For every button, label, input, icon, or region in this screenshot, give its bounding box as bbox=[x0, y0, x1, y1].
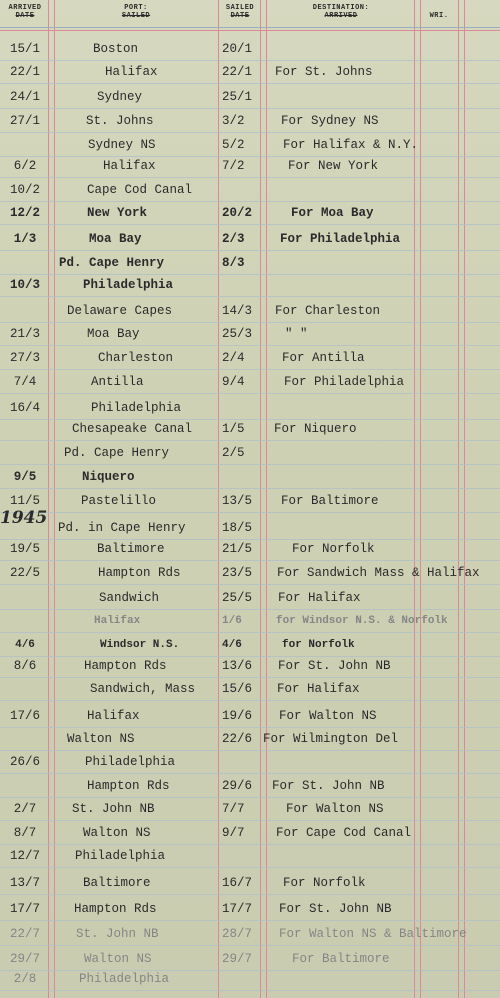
destination: For Niquero bbox=[274, 422, 357, 436]
port-name: Pastelillo bbox=[81, 494, 157, 508]
destination: For Baltimore bbox=[292, 952, 390, 966]
column-rule bbox=[218, 0, 219, 998]
sailed-date: 1/6 bbox=[222, 615, 242, 627]
destination: For Walton NS bbox=[286, 802, 384, 816]
row-rule bbox=[0, 177, 500, 178]
port-name: Pd. Cape Henry bbox=[64, 446, 170, 460]
port-name: Moa Bay bbox=[89, 232, 142, 246]
arrived-date: 17/6 bbox=[9, 709, 40, 723]
destination: For St. John NB bbox=[278, 659, 391, 673]
row-rule bbox=[0, 945, 500, 946]
sailed-date: 25/5 bbox=[222, 591, 253, 605]
port-name: Walton NS bbox=[83, 826, 151, 840]
sailed-date: 5/2 bbox=[222, 138, 245, 152]
row-rule bbox=[0, 393, 500, 394]
destination: For Walton NS bbox=[279, 709, 377, 723]
header-port: PORT: SAILED bbox=[121, 4, 151, 20]
row-rule bbox=[0, 990, 500, 991]
sailed-date: 21/5 bbox=[222, 542, 253, 556]
arrived-date: 6/2 bbox=[13, 159, 37, 173]
port-name: Philadelphia bbox=[85, 755, 176, 769]
header-wri: WRI. bbox=[429, 12, 449, 20]
port-name: Pd. Cape Henry bbox=[59, 256, 165, 270]
port-name: Hampton Rds bbox=[84, 659, 167, 673]
destination: for Norfolk bbox=[282, 639, 355, 651]
row-rule bbox=[0, 274, 500, 275]
row-rule bbox=[0, 296, 500, 297]
destination: For St. John NB bbox=[279, 902, 392, 916]
row-rule bbox=[0, 83, 500, 84]
header-arrived: ARRIVED DATE bbox=[8, 4, 42, 20]
arrived-date: 17/7 bbox=[9, 902, 40, 916]
sailed-date: 22/6 bbox=[222, 732, 253, 746]
row-rule bbox=[0, 369, 500, 370]
arrived-date: 27/1 bbox=[9, 114, 40, 128]
arrived-date: 10/2 bbox=[9, 183, 40, 197]
port-name: St. John NB bbox=[72, 802, 155, 816]
row-rule bbox=[0, 539, 500, 540]
sailed-date: 25/3 bbox=[222, 327, 253, 341]
port-name: Hampton Rds bbox=[98, 566, 181, 580]
row-rule bbox=[0, 156, 500, 157]
sailed-date: 13/6 bbox=[222, 659, 253, 673]
arrived-date: 2/7 bbox=[13, 802, 37, 816]
arrived-date: 22/5 bbox=[9, 566, 40, 580]
port-name: Baltimore bbox=[83, 876, 151, 890]
sailed-date: 19/6 bbox=[222, 709, 253, 723]
header-rule bbox=[0, 27, 500, 28]
column-rule bbox=[266, 0, 267, 998]
destination: For Antilla bbox=[282, 351, 365, 365]
row-rule bbox=[0, 656, 500, 657]
port-name: Moa Bay bbox=[87, 327, 140, 341]
port-name: St. John NB bbox=[76, 927, 159, 941]
sailed-date: 14/3 bbox=[222, 304, 253, 318]
destination: For Philadelphia bbox=[284, 375, 405, 389]
port-name: St. Johns bbox=[86, 114, 154, 128]
header-destination: DESTINATION: ARRIVED bbox=[312, 4, 370, 20]
sailed-date: 15/6 bbox=[222, 682, 253, 696]
destination: For New York bbox=[288, 159, 379, 173]
destination: For Walton NS & Baltimore bbox=[279, 927, 467, 941]
port-name: Sydney NS bbox=[88, 138, 156, 152]
row-rule bbox=[0, 920, 500, 921]
destination: For Charleston bbox=[275, 304, 381, 318]
destination: For St. Johns bbox=[275, 65, 373, 79]
destination: For Halifax bbox=[277, 682, 360, 696]
port-name: Sydney bbox=[97, 90, 143, 104]
port-name: Halifax bbox=[105, 65, 158, 79]
port-name: Walton NS bbox=[84, 952, 152, 966]
port-name: New York bbox=[87, 206, 148, 220]
arrived-date: 24/1 bbox=[9, 90, 40, 104]
arrived-date: 10/3 bbox=[9, 278, 40, 292]
row-rule bbox=[0, 867, 500, 868]
sailed-date: 2/4 bbox=[222, 351, 245, 365]
sailed-date: 25/1 bbox=[222, 90, 253, 104]
sailed-date: 7/7 bbox=[222, 802, 245, 816]
row-rule bbox=[0, 820, 500, 821]
port-name: Baltimore bbox=[97, 542, 165, 556]
arrived-date: 12/2 bbox=[9, 206, 40, 220]
destination: " " bbox=[285, 327, 308, 341]
sailed-date: 9/7 bbox=[222, 826, 245, 840]
arrived-date: 27/3 bbox=[9, 351, 40, 365]
sailed-date: 4/6 bbox=[222, 639, 242, 651]
row-rule bbox=[0, 464, 500, 465]
row-rule bbox=[0, 844, 500, 845]
arrived-date: 21/3 bbox=[9, 327, 40, 341]
column-rule bbox=[260, 0, 261, 998]
destination: for Windsor N.S. & Norfolk bbox=[276, 615, 448, 627]
destination: For Norfolk bbox=[283, 876, 366, 890]
row-rule bbox=[0, 132, 500, 133]
arrived-date: 16/4 bbox=[9, 401, 40, 415]
row-rule bbox=[0, 773, 500, 774]
row-rule bbox=[0, 60, 500, 61]
sailed-date: 7/2 bbox=[222, 159, 245, 173]
row-rule bbox=[0, 322, 500, 323]
sailed-date: 2/5 bbox=[222, 446, 245, 460]
sailed-date: 29/7 bbox=[222, 952, 253, 966]
destination: For Philadelphia bbox=[280, 232, 401, 246]
arrived-date: 1/3 bbox=[13, 232, 37, 246]
port-name: Windsor N.S. bbox=[100, 639, 180, 651]
column-rule bbox=[48, 0, 49, 998]
destination: For Moa Bay bbox=[291, 206, 374, 220]
port-name: Walton NS bbox=[67, 732, 135, 746]
destination: For Halifax & N.Y. bbox=[283, 138, 419, 152]
sailed-date: 17/7 bbox=[222, 902, 253, 916]
header-sailed: SAILED DATE bbox=[225, 4, 255, 20]
port-name: Hampton Rds bbox=[74, 902, 157, 916]
arrived-date: 15/1 bbox=[9, 42, 40, 56]
row-rule bbox=[0, 224, 500, 225]
row-rule bbox=[0, 488, 500, 489]
row-rule bbox=[0, 560, 500, 561]
sailed-date: 2/3 bbox=[222, 232, 245, 246]
sailed-date: 18/5 bbox=[222, 521, 253, 535]
destination: For Baltimore bbox=[281, 494, 379, 508]
sailed-date: 23/5 bbox=[222, 566, 253, 580]
row-rule bbox=[0, 250, 500, 251]
header-rule bbox=[0, 30, 500, 31]
port-name: Cape Cod Canal bbox=[87, 183, 193, 197]
arrived-date: 22/1 bbox=[9, 65, 40, 79]
port-name: Sandwich, Mass bbox=[90, 682, 196, 696]
sailed-date: 22/1 bbox=[222, 65, 253, 79]
destination: For St. John NB bbox=[272, 779, 385, 793]
row-rule bbox=[0, 970, 500, 971]
port-name: Hampton Rds bbox=[87, 779, 170, 793]
sailed-date: 20/1 bbox=[222, 42, 253, 56]
port-name: Charleston bbox=[98, 351, 174, 365]
port-name: Philadelphia bbox=[79, 972, 170, 986]
port-name: Halifax bbox=[94, 615, 141, 627]
row-rule bbox=[0, 677, 500, 678]
port-name: Antilla bbox=[91, 375, 144, 389]
row-rule bbox=[0, 419, 500, 420]
row-rule bbox=[0, 512, 500, 513]
row-rule bbox=[0, 894, 500, 895]
arrived-date: 2/8 bbox=[13, 972, 37, 986]
destination: For Halifax bbox=[278, 591, 361, 605]
column-rule bbox=[464, 0, 465, 998]
destination: For Norfolk bbox=[292, 542, 375, 556]
port-name: Delaware Capes bbox=[67, 304, 173, 318]
port-name: Pd. in Cape Henry bbox=[58, 521, 186, 535]
destination: For Sydney NS bbox=[281, 114, 379, 128]
row-rule bbox=[0, 345, 500, 346]
arrived-date: 8/6 bbox=[13, 659, 37, 673]
port-name: Chesapeake Canal bbox=[72, 422, 193, 436]
column-rule bbox=[420, 0, 421, 998]
row-rule bbox=[0, 727, 500, 728]
arrived-date: 8/7 bbox=[13, 826, 37, 840]
port-name: Niquero bbox=[82, 470, 135, 484]
arrived-date: 9/5 bbox=[13, 470, 37, 484]
port-name: Philadelphia bbox=[75, 849, 166, 863]
port-name: Sandwich bbox=[99, 591, 160, 605]
port-name: Halifax bbox=[87, 709, 140, 723]
destination: For Sandwich Mass & Halifax bbox=[277, 566, 480, 580]
sailed-date: 1/5 bbox=[222, 422, 245, 436]
sailed-date: 8/3 bbox=[222, 256, 245, 270]
arrived-date: 4/6 bbox=[15, 639, 35, 651]
port-name: Halifax bbox=[103, 159, 156, 173]
port-name: Boston bbox=[93, 42, 139, 56]
sailed-date: 28/7 bbox=[222, 927, 253, 941]
sailed-date: 20/2 bbox=[222, 206, 253, 220]
destination: For Cape Cod Canal bbox=[276, 826, 412, 840]
arrived-date: 12/7 bbox=[9, 849, 40, 863]
row-rule bbox=[0, 750, 500, 751]
port-name: Philadelphia bbox=[91, 401, 182, 415]
arrived-date: 29/7 bbox=[9, 952, 40, 966]
arrived-date: 19/5 bbox=[9, 542, 40, 556]
arrived-date: 11/5 bbox=[9, 494, 40, 508]
row-rule bbox=[0, 440, 500, 441]
sailed-date: 3/2 bbox=[222, 114, 245, 128]
year-note: 1945 bbox=[0, 508, 48, 528]
column-rule bbox=[458, 0, 459, 998]
sailed-date: 9/4 bbox=[222, 375, 245, 389]
row-rule bbox=[0, 797, 500, 798]
row-rule bbox=[0, 108, 500, 109]
column-rule bbox=[54, 0, 55, 998]
row-rule bbox=[0, 632, 500, 633]
arrived-date: 26/6 bbox=[9, 755, 40, 769]
sailed-date: 13/5 bbox=[222, 494, 253, 508]
port-name: Philadelphia bbox=[83, 278, 174, 292]
arrived-date: 13/7 bbox=[9, 876, 40, 890]
sailed-date: 16/7 bbox=[222, 876, 253, 890]
arrived-date: 22/7 bbox=[9, 927, 40, 941]
row-rule bbox=[0, 609, 500, 610]
row-rule bbox=[0, 584, 500, 585]
destination: For Wilmington Del bbox=[263, 732, 399, 746]
row-rule bbox=[0, 201, 500, 202]
row-rule bbox=[0, 700, 500, 701]
arrived-date: 7/4 bbox=[13, 375, 37, 389]
sailed-date: 29/6 bbox=[222, 779, 253, 793]
